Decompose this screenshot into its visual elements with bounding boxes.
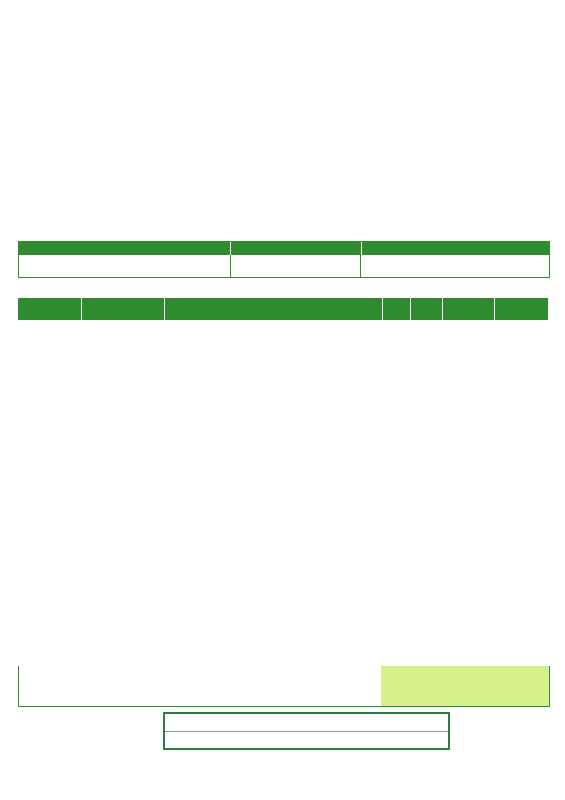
col-unit: [410, 298, 442, 320]
subtotal-value: [19, 255, 231, 277]
breakdown-box: [163, 712, 450, 750]
recipient-block: [50, 79, 300, 236]
summary-box: [18, 241, 550, 278]
issuer-block: [384, 79, 554, 236]
clover-border-bottom: [0, 748, 565, 794]
col-price: [442, 298, 494, 320]
tax-heading: [231, 242, 362, 255]
footer-totals: [381, 666, 549, 706]
remarks-area: [18, 666, 550, 707]
col-amount: [494, 298, 548, 320]
col-code: [81, 298, 164, 320]
col-name: [164, 298, 382, 320]
tax-value: [231, 255, 361, 277]
items-table: [18, 298, 549, 320]
subtotal-heading: [19, 242, 231, 255]
col-date: [18, 298, 81, 320]
clover-border-top: [0, 8, 565, 54]
total-heading: [362, 242, 549, 255]
col-qty: [382, 298, 410, 320]
total-value: [361, 255, 549, 277]
